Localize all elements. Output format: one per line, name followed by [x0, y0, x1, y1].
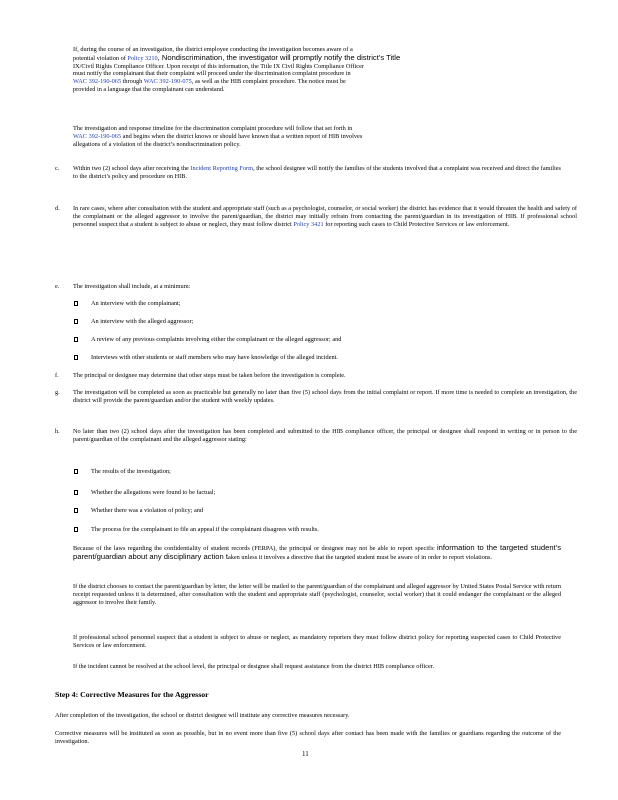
list-item: The process for the complainant to file an appeal if the complainant disagrees with results. — [91, 526, 319, 533]
list-item: Interviews with other students or staff members who may have knowledge of the alleged incident. — [91, 354, 338, 361]
item-e-label: e. — [55, 283, 60, 290]
page-number: 11 — [302, 750, 309, 758]
list-item: The results of the investigation; — [91, 468, 171, 475]
list-item: An interview with the complainant; — [91, 300, 181, 307]
text-fragment: and begins when the district knows or should have known that a written report of HIB involves — [121, 132, 363, 140]
paragraph-letter-mail: If the district chooses to contact the parent/guardian by letter, the letter will be mailed to the parent/guardian of the complainant and alleged aggressor by United States Postal Service with return receipt requested unless it is determined, after consultation with the student and appropriate staff (psychologist, counselor, social worker) that it could endanger the complainant or the alleged aggressor to involve their family. — [73, 583, 561, 606]
item-c-text — [73, 165, 561, 181]
list-item: Whether there was a violation of policy; and — [91, 507, 204, 514]
step4-line2: Corrective measures will be instituted as soon as possible, but in no event more than five (5) school days after contact has been made with the families or guardians regarding the outcome of the investigation. — [55, 730, 561, 745]
text-fragment: , Nondiscrimination, the investigator will promptly notify the district’s Title — [157, 52, 401, 62]
bullet-box-icon — [74, 490, 78, 495]
list-item: A review of any previous complaints involving either the complainant or the alleged aggressor; and — [91, 336, 342, 343]
text-fragment: , as well as the HIB complaint procedure. The notice must be — [191, 78, 346, 86]
text-fragment: Within two (2) school days after receiving the — [73, 165, 191, 172]
text-line: The investigation and response timeline for the discrimination complaint procedure will follow that set forth in — [73, 125, 353, 132]
item-f-text: The principal or designee may determine that other steps must be taken before the investigation is complete. — [73, 372, 346, 379]
paragraph-abuse-reporting: If professional school personnel suspect that a student is subject to abuse or neglect, as mandatory reporters they must follow district policy for reporting suspected cases to Child Protective Services or law enforcement. — [73, 634, 561, 649]
paragraph-ferpa — [73, 544, 561, 562]
bullet-box-icon — [74, 508, 78, 513]
policy-3210-link[interactable]: Policy 3210 — [127, 54, 158, 62]
text-line: allegations of a violation of the district’s nondiscrimination policy. — [73, 140, 241, 148]
item-g-text: The investigation will be completed as soon as practicable but generally no later than five (5) school days from the initial complaint or report. If more time is needed to complete an investigation, the district will provide the parent/guardian and/or the student with weekly updates. — [73, 389, 577, 404]
bullet-box-icon — [74, 469, 78, 474]
incident-reporting-form-link[interactable]: Incident Reporting Form — [190, 165, 254, 172]
text-fragment: information to the targeted student’s parent/guardian about any disciplinary action t — [73, 543, 561, 561]
item-f-label: f. — [55, 372, 59, 379]
text-fragment: for reporting such cases to Child Protective Services or law enforcement. — [323, 220, 510, 228]
bullet-box-icon — [74, 355, 78, 360]
text-line: IX/Civil Rights Compliance Officer. Upon receipt of this information, the Title IX Civil Rights Compliance Officer — [73, 62, 364, 70]
text-fragment: Because of the laws regarding the confidentiality of student records (FERPA), the principal or designee may not be able to report specific — [73, 545, 437, 552]
item-h-label: h. — [55, 428, 60, 435]
text-fragment: through — [121, 78, 144, 86]
bullet-box-icon — [74, 527, 78, 532]
item-e-intro: The investigation shall include, at a minimum: — [73, 283, 191, 290]
text-line — [73, 133, 561, 141]
step4-line1: After completion of the investigation, the school or district designee will institute any corrective measures necessary. — [55, 712, 350, 719]
paragraph-timeline — [73, 125, 561, 148]
item-h-text: No later than two (2) school days after the investigation has been completed and submitted to the HIB compliance officer, the principal or designee shall respond in writing or in person to the parent/guardian of the complainant and the alleged aggressor stating: — [73, 428, 577, 443]
paragraph-unresolved: If the incident cannot be resolved at the school level, the principal or designee shall request assistance from the district HIB compliance officer. — [73, 663, 435, 670]
text-fragment: aken unless it involves a directive that the targeted student must be aware of in order to report violations. — [227, 553, 493, 561]
list-item: Whether the allegations were found to be factual; — [91, 489, 216, 496]
text-line: must notify the complainant that their complaint will proceed under the discrimination complaint procedure in — [73, 70, 351, 78]
item-g-label: g. — [55, 389, 60, 396]
policy-3421-link[interactable]: Policy 3421 — [293, 220, 324, 228]
wac-392-190-065-link[interactable]: WAC 392-190-065 — [73, 78, 122, 86]
bullet-box-icon — [74, 301, 78, 306]
text-line: provided in a language that the complainant can understand. — [73, 85, 225, 93]
text-fragment: potential violation of — [73, 54, 128, 62]
item-c-label: c. — [55, 165, 60, 172]
wac-392-190-065-link-2[interactable]: WAC 392-190-065 — [73, 132, 122, 140]
wac-392-190-075-link[interactable]: WAC 392-190-075 — [143, 78, 192, 86]
text-line — [73, 54, 561, 63]
item-d-text — [73, 205, 577, 228]
text-line: If, during the course of an investigation, the district employee conducting the investigation becomes aware of a — [73, 46, 353, 53]
text-fragment: , the school designee will notify the families of the students involved that a complaint was received and direct the families to the district’s policy and procedure on HIB. — [73, 165, 562, 180]
bullet-box-icon — [74, 319, 78, 324]
item-d-label: d. — [55, 205, 60, 212]
step4-heading: Step 4: Corrective Measures for the Aggressor — [55, 690, 209, 699]
list-item: An interview with the alleged aggressor; — [91, 318, 194, 325]
text-fragment: In rare cases, where after consultation with the student and appropriate staff (such as a psychologist, counselor, or social worker) the district has evidence that it would threaten the health and safety of the complainant or the alleged aggressor to involve the parent/guardian, the district may initially refrain from contacting the parent/guardian in its investigation of HIB. If professional school personnel suspect that a student is subject to abuse or neglect, they must follow district — [73, 205, 577, 228]
paragraph-title-ix-notice — [73, 46, 561, 94]
bullet-box-icon — [74, 337, 78, 342]
text-line — [73, 78, 561, 86]
